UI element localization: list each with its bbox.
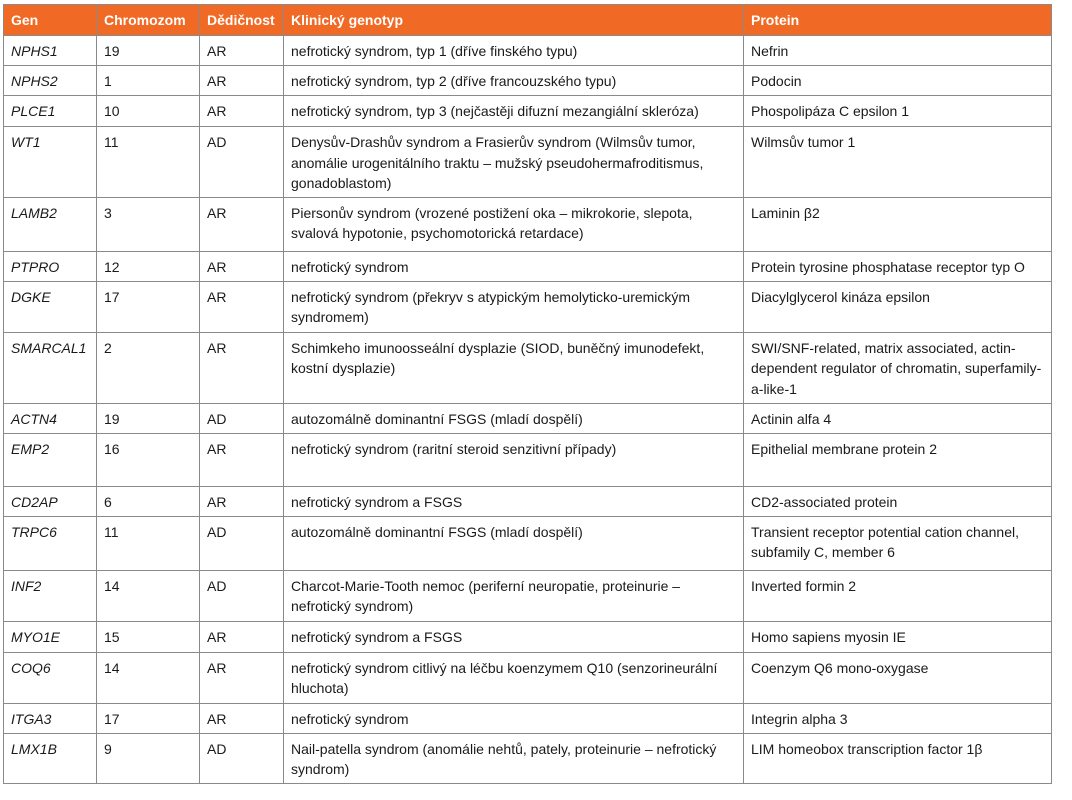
cell-dedicnost: AR bbox=[200, 66, 284, 96]
cell-protein: Wilmsův tumor 1 bbox=[744, 127, 1052, 198]
cell-chromozom: 14 bbox=[97, 652, 200, 703]
header-chromozom: Chromozom bbox=[97, 5, 200, 36]
table-row bbox=[4, 36, 1052, 66]
cell-klinicky-genotyp: nefrotický syndrom bbox=[284, 703, 744, 733]
cell-protein: Epithelial membrane protein 2 bbox=[744, 433, 1052, 486]
cell-dedicnost: AR bbox=[200, 251, 284, 281]
table-row bbox=[4, 433, 1052, 486]
cell-protein: Phospolipáza C epsilon 1 bbox=[744, 96, 1052, 127]
table-row bbox=[4, 127, 1052, 198]
cell-chromozom: 1 bbox=[97, 66, 200, 96]
cell-gen: PTPRO bbox=[4, 251, 97, 281]
cell-chromozom: 12 bbox=[97, 251, 200, 281]
cell-chromozom: 10 bbox=[97, 96, 200, 127]
table-row bbox=[4, 733, 1052, 783]
cell-protein: Integrin alpha 3 bbox=[744, 703, 1052, 733]
cell-gen: PLCE1 bbox=[4, 96, 97, 127]
cell-chromozom: 19 bbox=[97, 36, 200, 66]
cell-protein: Protein tyrosine phosphatase receptor typ O bbox=[744, 251, 1052, 281]
cell-dedicnost: AD bbox=[200, 516, 284, 570]
table-row bbox=[4, 251, 1052, 281]
cell-gen: INF2 bbox=[4, 570, 97, 621]
cell-klinicky-genotyp: nefrotický syndrom, typ 2 (dříve francouzského typu) bbox=[284, 66, 744, 96]
cell-gen: WT1 bbox=[4, 127, 97, 198]
cell-gen: ITGA3 bbox=[4, 703, 97, 733]
header-dedicnost: Dědičnost bbox=[200, 5, 284, 36]
cell-gen: NPHS1 bbox=[4, 36, 97, 66]
table-row bbox=[4, 96, 1052, 127]
cell-dedicnost: AR bbox=[200, 36, 284, 66]
cell-klinicky-genotyp: Charcot-Marie-Tooth nemoc (periferní neuropatie, proteinurie – nefrotický syndrom) bbox=[284, 570, 744, 621]
cell-chromozom: 15 bbox=[97, 621, 200, 652]
cell-protein: LIM homeobox transcription factor 1β bbox=[744, 733, 1052, 783]
table-row bbox=[4, 197, 1052, 251]
cell-chromozom: 11 bbox=[97, 127, 200, 198]
cell-gen: SMARCAL1 bbox=[4, 332, 97, 403]
table-row bbox=[4, 486, 1052, 516]
cell-dedicnost: AD bbox=[200, 733, 284, 783]
cell-protein: Podocin bbox=[744, 66, 1052, 96]
cell-protein: Coenzym Q6 mono-oxygase bbox=[744, 652, 1052, 703]
header-gen: Gen bbox=[4, 5, 97, 36]
cell-chromozom: 17 bbox=[97, 281, 200, 332]
cell-dedicnost: AD bbox=[200, 127, 284, 198]
cell-chromozom: 17 bbox=[97, 703, 200, 733]
cell-chromozom: 19 bbox=[97, 403, 200, 433]
cell-dedicnost: AR bbox=[200, 197, 284, 251]
cell-klinicky-genotyp: Nail-patella syndrom (anomálie nehtů, pately, proteinurie – nefrotický syndrom) bbox=[284, 733, 744, 783]
table-header bbox=[4, 5, 1052, 36]
cell-dedicnost: AR bbox=[200, 652, 284, 703]
cell-protein: Transient receptor potential cation channel, subfamily C, member 6 bbox=[744, 516, 1052, 570]
cell-gen: MYO1E bbox=[4, 621, 97, 652]
cell-klinicky-genotyp: Schimkeho imunoosseální dysplazie (SIOD, buněčný imunodefekt, kostní dysplazie) bbox=[284, 332, 744, 403]
cell-klinicky-genotyp: nefrotický syndrom a FSGS bbox=[284, 486, 744, 516]
cell-gen: TRPC6 bbox=[4, 516, 97, 570]
cell-klinicky-genotyp: nefrotický syndrom (raritní steroid senzitivní případy) bbox=[284, 433, 744, 486]
cell-dedicnost: AR bbox=[200, 433, 284, 486]
table-row bbox=[4, 570, 1052, 621]
cell-protein: Homo sapiens myosin IE bbox=[744, 621, 1052, 652]
cell-chromozom: 9 bbox=[97, 733, 200, 783]
table-row bbox=[4, 516, 1052, 570]
table-body bbox=[4, 36, 1052, 784]
cell-dedicnost: AD bbox=[200, 570, 284, 621]
cell-klinicky-genotyp: nefrotický syndrom a FSGS bbox=[284, 621, 744, 652]
cell-chromozom: 2 bbox=[97, 332, 200, 403]
table-row bbox=[4, 332, 1052, 403]
cell-protein: Inverted formin 2 bbox=[744, 570, 1052, 621]
cell-chromozom: 6 bbox=[97, 486, 200, 516]
cell-chromozom: 3 bbox=[97, 197, 200, 251]
cell-protein: Diacylglycerol kináza epsilon bbox=[744, 281, 1052, 332]
cell-gen: NPHS2 bbox=[4, 66, 97, 96]
cell-klinicky-genotyp: autozomálně dominantní FSGS (mladí dospělí) bbox=[284, 403, 744, 433]
cell-gen: LAMB2 bbox=[4, 197, 97, 251]
cell-dedicnost: AD bbox=[200, 403, 284, 433]
cell-klinicky-genotyp: nefrotický syndrom bbox=[284, 251, 744, 281]
table-row bbox=[4, 281, 1052, 332]
header-row bbox=[4, 5, 1052, 36]
cell-klinicky-genotyp: nefrotický syndrom, typ 1 (dříve finského typu) bbox=[284, 36, 744, 66]
cell-klinicky-genotyp: autozomálně dominantní FSGS (mladí dospělí) bbox=[284, 516, 744, 570]
cell-protein: Nefrin bbox=[744, 36, 1052, 66]
cell-dedicnost: AR bbox=[200, 332, 284, 403]
cell-gen: LMX1B bbox=[4, 733, 97, 783]
cell-chromozom: 11 bbox=[97, 516, 200, 570]
cell-gen: ACTN4 bbox=[4, 403, 97, 433]
header-protein: Protein bbox=[744, 5, 1052, 36]
cell-dedicnost: AR bbox=[200, 621, 284, 652]
cell-gen: EMP2 bbox=[4, 433, 97, 486]
cell-dedicnost: AR bbox=[200, 486, 284, 516]
cell-klinicky-genotyp: nefrotický syndrom, typ 3 (nejčastěji difuzní mezangiální skleróza) bbox=[284, 96, 744, 127]
cell-klinicky-genotyp: nefrotický syndrom (překryv s atypickým hemolyticko-uremickým syndromem) bbox=[284, 281, 744, 332]
table-row bbox=[4, 703, 1052, 733]
cell-gen: CD2AP bbox=[4, 486, 97, 516]
table-row bbox=[4, 652, 1052, 703]
cell-dedicnost: AR bbox=[200, 96, 284, 127]
table-row bbox=[4, 621, 1052, 652]
cell-gen: COQ6 bbox=[4, 652, 97, 703]
cell-gen: DGKE bbox=[4, 281, 97, 332]
cell-protein: Actinin alfa 4 bbox=[744, 403, 1052, 433]
cell-chromozom: 14 bbox=[97, 570, 200, 621]
cell-protein: SWI/SNF-related, matrix associated, actin-dependent regulator of chromatin, superfamily-a-like-1 bbox=[744, 332, 1052, 403]
table-row bbox=[4, 403, 1052, 433]
table-row bbox=[4, 66, 1052, 96]
gene-table bbox=[3, 4, 1052, 784]
cell-chromozom: 16 bbox=[97, 433, 200, 486]
cell-protein: CD2-associated protein bbox=[744, 486, 1052, 516]
cell-dedicnost: AR bbox=[200, 703, 284, 733]
header-klinicky-genotyp: Klinický genotyp bbox=[284, 5, 744, 36]
cell-klinicky-genotyp: Denysův-Drashův syndrom a Frasierův syndrom (Wilmsův tumor, anomálie urogenitálního traktu – mužský pseudohermafroditismus, gonadoblastom) bbox=[284, 127, 744, 198]
cell-klinicky-genotyp: nefrotický syndrom citlivý na léčbu koenzymem Q10 (senzorineurální hluchota) bbox=[284, 652, 744, 703]
cell-protein: Laminin β2 bbox=[744, 197, 1052, 251]
cell-dedicnost: AR bbox=[200, 281, 284, 332]
cell-klinicky-genotyp: Piersonův syndrom (vrozené postižení oka – mikrokorie, slepota, svalová hypotonie, psychomotorická retardace) bbox=[284, 197, 744, 251]
